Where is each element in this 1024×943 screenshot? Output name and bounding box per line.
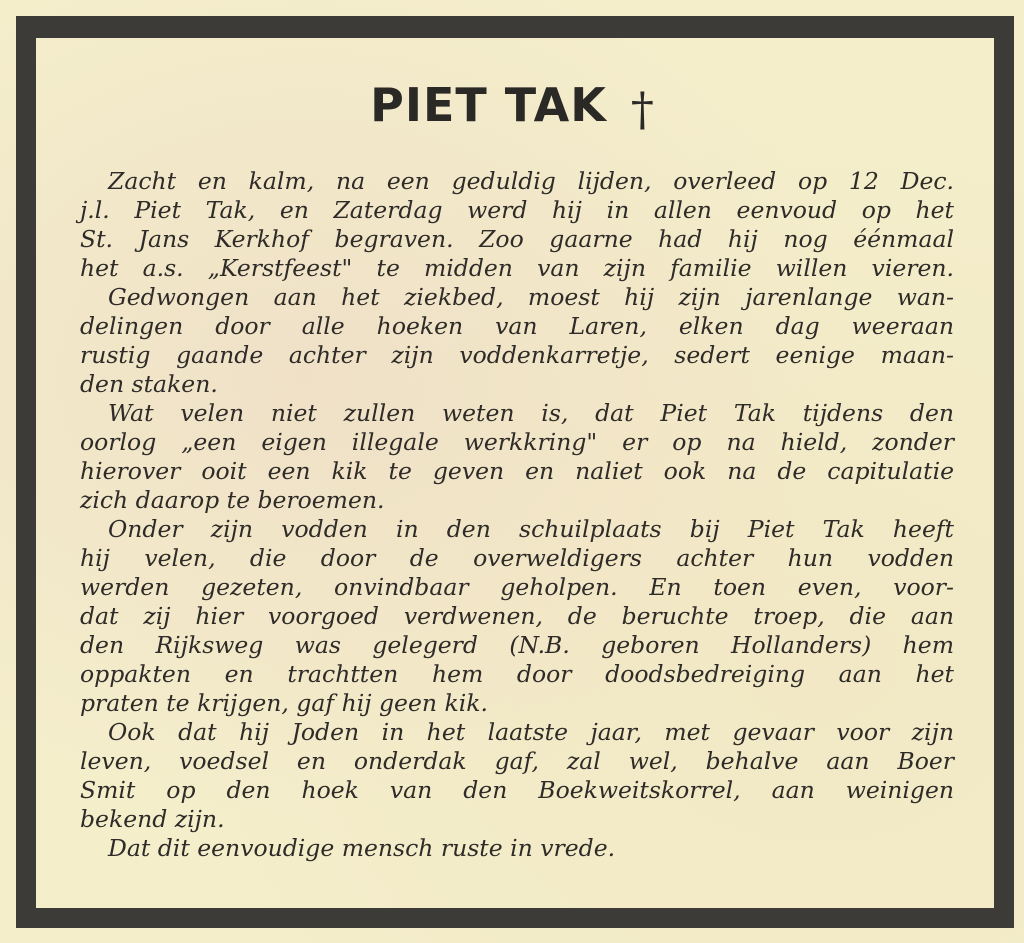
text-line: rustig gaande achter zijn voddenkarretje, sedert eenige maan- [80,341,954,369]
text-line: Gedwongen aan het ziekbed, moest hij zijn jarenlange wan- [108,283,954,311]
text-line: zich daarop te beroemen. [80,486,385,514]
text-line: leven, voedsel en onderdak gaf, zal wel, behalve aan Boer [80,747,954,775]
border-rule-bottom [16,908,1014,928]
text-line: delingen door alle hoeken van Laren, elken dag weeraan [80,312,954,340]
text-line: Ook dat hij Joden in het laatste jaar, met gevaar voor zijn [108,718,954,746]
text-line: oorlog „een eigen illegale werkkring" er op na hield, zonder [80,428,954,456]
text-line: oppakten en trachtten hem door doodsbedreiging aan het [80,660,954,688]
text-line: den Rijksweg was gelegerd (N.B. geboren Hollanders) hem [80,631,954,659]
text-line: j.l. Piet Tak, en Zaterdag werd hij in allen eenvoud op het [80,196,954,224]
text-line: Wat velen niet zullen weten is, dat Piet Tak tijdens den [108,399,954,427]
cross-icon: † [630,82,654,136]
text-line: Zacht en kalm, na een geduldig lijden, overleed op 12 Dec. [108,167,954,195]
text-line: Onder zijn vodden in den schuilplaats bij Piet Tak heeft [108,515,954,543]
border-rule-top [16,16,1014,38]
text-line: praten te krijgen, gaf hij geen kik. [80,689,488,717]
text-line: hij velen, die door de overweldigers achter hun vodden [80,544,954,572]
border-rule-right [994,38,1014,908]
heading [0,78,1024,136]
text-line: hierover ooit een kik te geven en naliet ook na de capitulatie [80,457,954,485]
obituary-title: PIET TAK [370,78,607,132]
obituary-text [80,167,954,863]
text-line: het a.s. „Kerstfeest" te midden van zijn familie willen vieren. [80,254,954,282]
text-line: den staken. [80,370,218,398]
text-line: Smit op den hoek van den Boekweitskorrel, aan weinigen [80,776,954,804]
text-line: bekend zijn. [80,805,225,833]
text-line: Dat dit eenvoudige mensch ruste in vrede. [108,834,616,862]
border-rule-left [16,38,36,908]
text-line: St. Jans Kerkhof begraven. Zoo gaarne had hij nog éénmaal [80,225,954,253]
text-line: werden gezeten, onvindbaar geholpen. En toen even, voor- [80,573,954,601]
text-line: dat zij hier voorgoed verdwenen, de beruchte troep, die aan [80,602,954,630]
